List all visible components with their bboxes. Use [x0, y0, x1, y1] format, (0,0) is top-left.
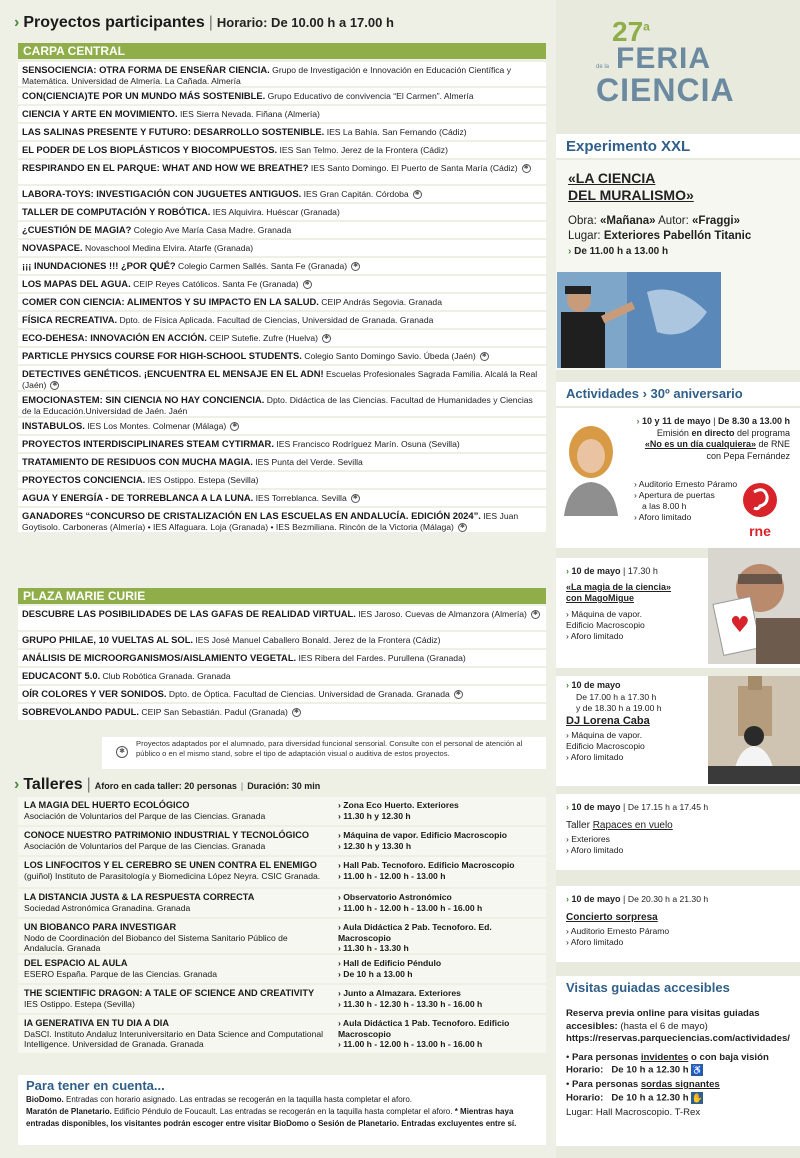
project-item: OÍR COLORES Y VER SONIDOS. Dpto. de Óptica. Facultad de Ciencias. Universidad de Granada. Granada ✱	[18, 686, 546, 702]
project-item: AGUA Y ENERGÍA - DE TORREBLANCA A LA LUNA. IES Torreblanca. Sevilla ✱	[18, 490, 546, 506]
taller-item: LOS LINFOCITOS Y EL CEREBRO SE UNEN CONTRA EL ENEMIGO (guiñol) Instituto de Parasitología y Biomedicina López Neyra. CSIC Granada. › Hall Pab. Tecnoforo. Edificio Macroscopio › 11.00 h - 12.00 h - 13.00 h	[18, 857, 546, 887]
taller-item: LA MAGIA DEL HUERTO ECOLÓGICO Asociación de Voluntarios del Parque de las Ciencias. Granada › Zona Eco Huerto. Exteriores › 11.30 h y 12.30 h	[18, 797, 546, 825]
accessibility-icon: ✱	[455, 691, 461, 698]
rne-ear-icon	[740, 482, 780, 518]
accessibility-icon: ✱	[293, 709, 299, 716]
accessibility-icon: ✱	[324, 335, 330, 342]
accessibility-icon: ✱	[414, 191, 420, 198]
accessibility-icon: ✱	[304, 281, 310, 288]
project-item: DESCUBRE LAS POSIBILIDADES DE LAS GAFAS DE REALIDAD VIRTUAL. IES Jaroso. Cuevas de Almanzora (Almería) ✱	[18, 606, 546, 630]
project-item: EMOCIONASTEM: SIN CIENCIA NO HAY CONCIENCIA. Dpto. Didáctica de las Ciencias. Facultad de Humanidades y Ciencias de la Educación.Universidad de Jaén. Jaén	[18, 392, 546, 416]
aniversario-info: › 10 y 11 de mayo | De 8.30 a 13.00 h Emisión en directo del programa «No es un día cualquiera» de RNE con Pepa Fernández	[636, 416, 790, 461]
carpa-central-bar: CARPA CENTRAL	[18, 43, 546, 59]
dj-photo	[708, 676, 800, 784]
project-item: LABORA-TOYS: INVESTIGACIÓN CON JUGUETES ANTIGUOS. IES Gran Capitán. Córdoba ✱	[18, 186, 546, 202]
project-item: PARTICLE PHYSICS COURSE FOR HIGH-SCHOOL STUDENTS. Colegio Santo Domingo Savio. Úbeda (Jaén) ✱	[18, 348, 546, 364]
proyectos-title: › Proyectos participantes | Horario: De 10.00 h a 17.00 h	[14, 14, 394, 31]
project-item: EL PODER DE LOS BIOPLÁSTICOS Y BIOCOMPUESTOS. IES San Telmo. Jerez de la Frontera (Cádiz)	[18, 142, 546, 158]
sign-language-icon: ✋	[691, 1092, 703, 1103]
xxl-info: Obra: «Mañana» Autor: «Fraggi» Lugar: Exteriores Pabellón Titanic › De 11.00 h a 13.00 h	[568, 215, 752, 257]
chevron-right-icon: ›	[14, 14, 20, 31]
taller-item: IA GENERATIVA EN TU DIA A DIA DaSCI. Instituto Andaluz Interuniversitario en Data Science and Computational Intelligence. Universidad de Granada. Granada › Aula Didáctica 1 Pab. Tecnoforo. Edificio Macroscopio › 11.00 h - 12.00 h - 13.00 h - 16.00 h	[18, 1015, 546, 1053]
accessibility-icon: ✱	[481, 353, 487, 360]
taller-item: CONOCE NUESTRO PATRIMONIO INDUSTRIAL Y TECNOLÓGICO Asociación de Voluntarios del Parque de las Ciencias. Granada › Máquina de vapor. Edificio Macroscopio › 12.30 h y 13.30 h	[18, 827, 546, 855]
project-item: LAS SALINAS PRESENTE Y FUTURO: DESARROLLO SOSTENIBLE. IES La Bahía. San Fernando (Cádiz)	[18, 124, 546, 140]
aniversario-header: Actividades › 30º aniversario	[556, 382, 800, 406]
taller-item: DEL ESPACIO AL AULA ESERO España. Parque de las Ciencias. Granada › Hall de Edificio Péndulo › De 10 h a 13.00 h	[18, 955, 546, 983]
project-item: ¡¡¡ INUNDACIONES !!! ¿POR QUÉ? Colegio Carmen Sallés. Santa Fe (Granada) ✱	[18, 258, 546, 274]
talleres-title: › Talleres | Aforo en cada taller: 20 personas | Duración: 30 min	[14, 776, 321, 793]
project-item: PROYECTOS INTERDISCIPLINARES STEAM CYTIRMAR. IES Francisco Rodríguez Marín. Osuna (Sevilla)	[18, 436, 546, 452]
project-item: PROYECTOS CONCIENCIA. IES Ostippo. Estepa (Sevilla)	[18, 472, 546, 488]
project-item: INSTABULOS. IES Los Montes. Colmenar (Málaga) ✱	[18, 418, 546, 434]
aniversario-details: › Auditorio Ernesto Páramo › Apertura de puertas a las 8.00 h › Aforo limitado	[634, 479, 738, 522]
project-item: DETECTIVES GENÉTICOS. ¡ENCUENTRA EL MENSAJE EN EL ADN! Escuelas Profesionales Sagrada Familia. Alcalá la Real (Jaén) ✱	[18, 366, 546, 390]
project-item: TALLER DE COMPUTACIÓN Y ROBÓTICA. IES Alquivira. Huéscar (Granada)	[18, 204, 546, 220]
project-item: TRATAMIENTO DE RESIDUOS CON MUCHA MAGIA. IES Punta del Verde. Sevilla	[18, 454, 546, 470]
svg-text:♥: ♥	[730, 613, 750, 638]
project-item: EDUCACONT 5.0. Club Robótica Granada. Granada	[18, 668, 546, 684]
plaza-marie-curie-bar: PLAZA MARIE CURIE	[18, 588, 546, 604]
project-item: CIENCIA Y ARTE EN MOVIMIENTO. IES Sierra Nevada. Fiñana (Almería)	[18, 106, 546, 122]
project-item: SENSOCIENCIA: OTRA FORMA DE ENSEÑAR CIENCIA. Grupo de Investigación e Innovación en Educación Científica y Matemática. Universidad de Almería. La Cañada. Almería	[18, 62, 546, 86]
xxl-header: Experimento XXL	[556, 134, 800, 158]
visitas-info: Reserva previa online para visitas guiadas accesibles: (hasta el 6 de mayo) https://reservas.parqueciencias.com/actividades/ • Para personas invidentes o con baja visión Horario: De 10 h a 12.30 h ♿ • Para personas sordas signantes Horario: De 10 h a 12.30 h ✋ Lugar: Hall Macroscopio. T-Rex	[566, 1008, 790, 1118]
xxl-title: «LA CIENCIA DEL MURALISMO»	[568, 170, 694, 203]
project-item: ANÁLISIS DE MICROORGANISMOS/AISLAMIENTO VEGETAL. IES Ribera del Fardes. Purullena (Granada)	[18, 650, 546, 666]
project-item: COMER CON CIENCIA: ALIMENTOS Y SU IMPACTO EN LA SALUD. CEIP András Segovia. Granada	[18, 294, 546, 310]
chevron-right-icon: ›	[14, 776, 20, 793]
accessibility-icon: ✱	[232, 423, 238, 430]
project-item: LOS MAPAS DEL AGUA. CEIP Reyes Católicos. Santa Fe (Granada) ✱	[18, 276, 546, 292]
visitas-link[interactable]: https://reservas.parqueciencias.com/actividades/	[566, 1033, 790, 1044]
project-item: RESPIRANDO EN EL PARQUE: WHAT AND HOW WE BREATHE? IES Santo Domingo. El Puerto de Santa María (Cádiz) ✱	[18, 160, 546, 184]
taller-item: UN BIOBANCO PARA INVESTIGAR Nodo de Coordinación del Biobanco del Sistema Sanitario Público de Andalucía. Granada › Aula Didáctica 2 Pab. Tecnoforo. Ed. Macroscopio › 11.30 h - 13.30 h	[18, 919, 546, 953]
accessibility-icon: ✱	[116, 746, 128, 758]
visitas-header: Visitas guiadas accesibles	[556, 976, 800, 1000]
accessibility-icon: ✱	[352, 495, 358, 502]
project-item: GANADORES “CONCURSO DE CRISTALIZACIÓN EN LAS ESCUELAS EN ANDALUCÍA. EDICIÓN 2024”. IES Juan Goytisolo. Carboneras (Almería) • IES Alfaguara. Loja (Granada) • IES Bezmiliana. Rincón de la Victoria (Málaga) ✱	[18, 508, 546, 532]
concierto-info: › 10 de mayo | De 20.30 h a 21.30 h Concierto sorpresa › Auditorio Ernesto Páramo › Aforo limitado	[566, 894, 709, 947]
accessibility-icon: ✱	[523, 165, 529, 172]
accessibility-icon: ✱	[52, 382, 58, 389]
accessibility-icon: ✱	[459, 524, 465, 531]
para-tener-en-cuenta: Para tener en cuenta... BioDomo. Entradas con horario asignado. Las entradas se recogerán en la taquilla hasta completar el aforo. Maratón de Planetario. Edificio Péndulo de Foucault. Las entradas se recogerán en la taquilla hasta completar el aforo. * Mientras haya entradas disponibles, los visitantes podrán escoger entre visitar BioDomo o Sesión de Planetario. Entradas excluyentes entre sí.	[18, 1075, 546, 1145]
accessibility-icon: ✱	[532, 611, 538, 618]
mago-photo-illustration	[708, 548, 800, 664]
feria-ciencia-logo: 27$^a$ FERIA de la CIENCIA	[596, 16, 735, 108]
mago-photo	[708, 548, 800, 664]
project-item: CON(CIENCIA)TE POR UN MUNDO MÁS SOSTENIBLE. Grupo Educativo de convivencia “El Carmen”. Almería	[18, 88, 546, 104]
tener-title: Para tener en cuenta...	[26, 1078, 165, 1093]
rne-logo: rne	[740, 482, 780, 538]
project-item: ECO-DEHESA: INNOVACIÓN EN ACCIÓN. CEIP Sutefie. Zufre (Huelva) ✱	[18, 330, 546, 346]
dj-photo-illustration	[708, 676, 800, 784]
accessibility-icon: ✱	[353, 263, 359, 270]
project-item: SOBREVOLANDO PADUL. CEIP San Sebastián. Padul (Granada) ✱	[18, 704, 546, 720]
taller-item: THE SCIENTIFIC DRAGON: A TALE OF SCIENCE AND CREATIVITY IES Ostippo. Estepa (Sevilla) › Junto a Almazara. Exteriores › 11.30 h - 12.30 h - 13.30 h - 16.00 h	[18, 985, 546, 1013]
rapaces-info: › 10 de mayo | De 17.15 h a 17.45 h Taller Rapaces en vuelo › Exteriores › Aforo limitado	[566, 802, 709, 855]
accessibility-note: ✱ Proyectos adaptados por el alumnado, para diversidad funcional sensorial. Consulte con el personal de atención al público o en el mismo stand, sobre el tipo de adaptación visual o auditiva de estos proyectos.	[102, 737, 546, 769]
blind-person-icon: ♿	[691, 1065, 703, 1075]
project-item: ¿CUESTIÓN DE MAGIA? Colegio Ave María Casa Madre. Granada	[18, 222, 546, 238]
mago-info: › 10 de mayo | 17.30 h «La magia de la ciencia» con MagoMigue › Máquina de vapor. Edificio Macroscopio › Aforo limitado	[566, 566, 672, 641]
dj-info: › 10 de mayo De 17.00 h a 17.30 h y de 18.30 h a 19.00 h DJ Lorena Caba › Máquina de vapor. Edificio Macroscopio › Aforo limitado	[566, 680, 662, 762]
mural-photo-illustration	[557, 272, 721, 368]
project-item: FÍSICA RECREATIVA. Dpto. de Física Aplicada. Facultad de Ciencias, Universidad de Granada. Granada	[18, 312, 546, 328]
project-item: GRUPO PHILAE, 10 VUELTAS AL SOL. IES José Manuel Caballero Bonald. Jerez de la Frontera (Cádiz)	[18, 632, 546, 648]
project-item: NOVASPACE. Novaschool Medina Elvira. Atarfe (Granada)	[18, 240, 546, 256]
mural-photo	[557, 272, 721, 368]
taller-item: LA DISTANCIA JUSTA & LA RESPUESTA CORRECTA Sociedad Astronómica Granadina. Granada › Observatorio Astronómico › 11.00 h - 12.00 h - 13.00 h - 16.00 h	[18, 889, 546, 917]
